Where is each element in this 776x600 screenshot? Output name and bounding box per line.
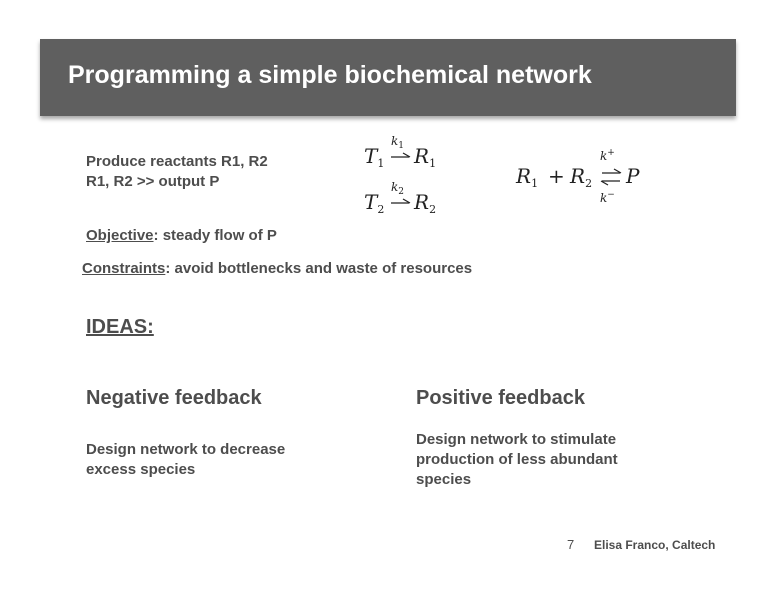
- constraints-label: Constraints: [82, 260, 166, 277]
- eq1-lhs: T: [364, 144, 378, 168]
- intro-line-2: R1, R2 >> output P: [86, 173, 220, 190]
- author-credit: Elisa Franco, Caltech: [594, 538, 716, 552]
- eq2-lhs: T: [364, 190, 378, 214]
- positive-feedback-heading: Positive feedback: [416, 387, 585, 409]
- eq3-k-forward: k: [600, 149, 608, 163]
- eq3-k-reverse-sup: −: [607, 190, 615, 200]
- intro-line-1: Produce reactants R1, R2: [86, 153, 268, 170]
- eq3-k-reverse: k: [600, 191, 608, 205]
- eq3-equilibrium-arrows: [600, 166, 624, 188]
- equation-reversible: [516, 146, 656, 210]
- eq3-r1-sub: 1: [531, 177, 539, 190]
- eq1-rate-sub: 1: [398, 141, 405, 151]
- objective-text: : steady flow of P: [153, 227, 277, 244]
- ideas-heading: IDEAS:: [86, 316, 154, 338]
- page-number: 7: [567, 537, 575, 552]
- negative-feedback-heading: Negative feedback: [86, 387, 262, 409]
- eq3-product: P: [626, 164, 640, 188]
- eq2-rhs: R: [414, 190, 430, 214]
- title-bar: [40, 39, 736, 116]
- negative-feedback-desc: Design network to decrease excess species: [86, 441, 286, 478]
- constraints-line: [82, 259, 472, 279]
- eq1-arrow: [390, 152, 412, 162]
- eq3-r1: R: [516, 164, 532, 188]
- positive-feedback-desc: Design network to stimulate production of less abundant species: [416, 431, 618, 488]
- eq2-rhs-sub: 2: [429, 203, 437, 216]
- objective-label: Objective: [86, 227, 154, 244]
- objective-line: [86, 226, 277, 246]
- eq1-rhs-sub: 1: [429, 157, 437, 170]
- eq3-r2: R: [570, 164, 586, 188]
- eq2-arrow: [390, 198, 412, 208]
- eq2-rate: k: [391, 180, 399, 194]
- slide-title: Programming a simple biochemical network: [68, 61, 592, 89]
- eq1-lhs-sub: 1: [377, 157, 385, 170]
- constraints-text: : avoid bottlenecks and waste of resources: [165, 260, 473, 277]
- eq2-rate-sub: 2: [398, 187, 405, 197]
- eq3-plus: +: [548, 164, 565, 188]
- eq3-r2-sub: 2: [585, 177, 593, 190]
- eq1-rhs: R: [414, 144, 430, 168]
- eq3-k-forward-sup: +: [607, 148, 615, 158]
- eq2-lhs-sub: 2: [377, 203, 385, 216]
- eq1-rate: k: [391, 134, 399, 148]
